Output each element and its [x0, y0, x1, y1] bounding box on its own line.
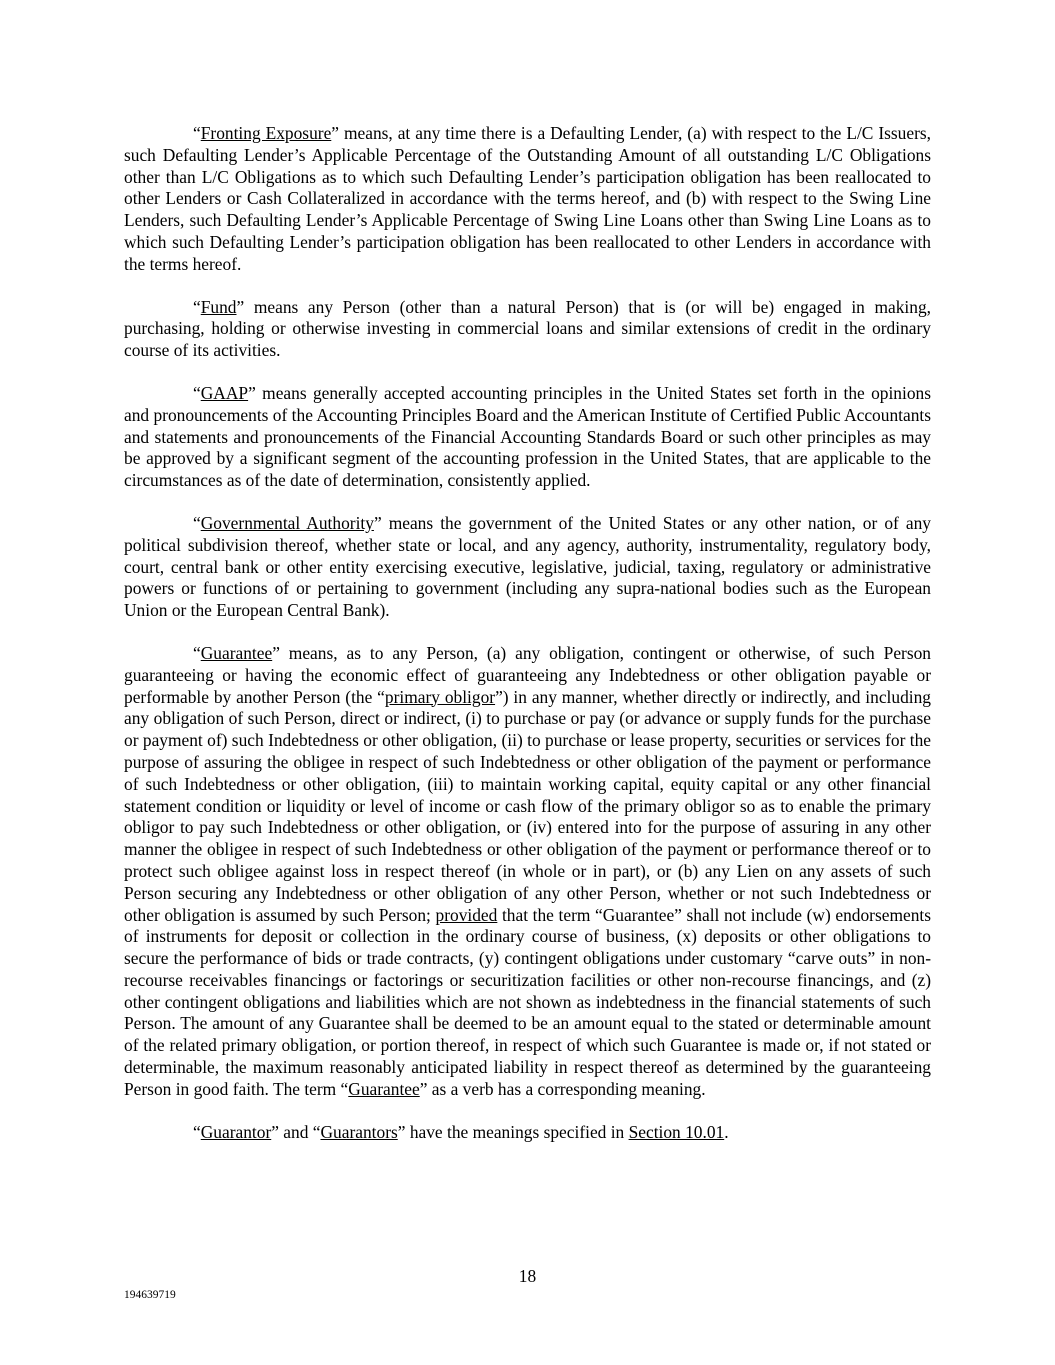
defined-term: Governmental Authority	[200, 512, 374, 533]
provided-term: provided	[435, 904, 498, 925]
section-reference-link[interactable]: Section 10.01	[628, 1121, 725, 1142]
definition-governmental-authority	[124, 513, 931, 622]
definition-fund	[124, 297, 931, 362]
defined-term: Fronting Exposure	[200, 123, 332, 143]
text-segment: ” and “	[271, 1121, 321, 1142]
defined-term-primary-obligor: primary obligor	[384, 686, 496, 707]
text-segment: “	[193, 1121, 201, 1142]
text-segment: “	[193, 296, 201, 317]
text-segment: ” as a verb has a corresponding meaning.	[419, 1078, 706, 1099]
text-segment: ” means the government of the United States or any other nation, or of any political subdivision thereof, whether state or local, and any agency, authority, instrumentality, regulatory body, court, central bank or other entity exercising executive, legislative, judicial, taxing, regulatory or administrative powers or functions of or pertaining to government (including any supra-national bodies such as the European Union or the European Central Bank).	[124, 512, 931, 621]
defined-term: Guarantee	[200, 642, 273, 663]
defined-term: Guarantor	[200, 1121, 272, 1142]
definition-fronting-exposure	[124, 123, 931, 276]
definition-gaap	[124, 383, 931, 492]
text-segment: “	[193, 642, 201, 663]
page-number: 18	[518, 1266, 537, 1286]
text-segment: ” have the meanings specified in	[397, 1121, 629, 1142]
document-id: 194639719	[124, 1289, 176, 1301]
text-segment: “	[193, 382, 201, 403]
defined-term: Guarantors	[320, 1121, 398, 1142]
text-segment: ” means generally accepted accounting principles in the United States set forth in the opinions and pronouncements of the Accounting Principles Board and the American Institute of Certified Public Accountants and statements and pronouncements of the Financial Accounting Standards Board or such other principles as may be approved by a significant segment of the accounting profession in the United States, that are applicable to the circumstances as of the date of determination, consistently applied.	[124, 382, 931, 491]
text-segment: .	[724, 1121, 729, 1142]
definition-guarantor	[124, 1122, 931, 1144]
text-segment: ” means, as to any Person, (a) any obligation, contingent or otherwise, of such Person guaranteeing or having the economic effect of guaranteeing any Indebtedness or other obligation payable or performable by another Person (the “	[124, 642, 931, 707]
text-segment: “	[193, 512, 201, 533]
definition-guarantee	[124, 643, 931, 1101]
defined-term: Guarantee	[348, 1078, 420, 1099]
text-segment: ”) in any manner, whether directly or indirectly, and including any obligation of such Person, direct or indirect, (i) to purchase or pay (or advance or supply funds for the purchase or payment of) such Indebtedness or other obligation, (ii) to purchase or lease property, securities or services for the purpose of assuring the obligee in respect of such Indebtedness or other obligation of the payment or performance of such Indebtedness or other obligation, (iii) to maintain working capital, equity capital or any other financial statement condition or liquidity or level of income or cash flow of the primary obligor so as to enable the primary obligor to pay such Indebtedness or other obligation, or (iv) entered into for the purpose of assuring in any other manner the obligee in respect of such Indebtedness or other obligation of the payment or performance thereof or to protect such obligee against loss in respect thereof (in whole or in part), or (b) any Lien on any assets of such Person securing any Indebtedness or other obligation of any other Person, whether or not such Indebtedness or other obligation is assumed by such Person;	[124, 686, 931, 925]
defined-term: Fund	[200, 296, 237, 317]
text-segment: “	[193, 123, 201, 143]
text-segment: ” means, at any time there is a Defaulting Lender, (a) with respect to the L/C Issuers, such Defaulting Lender’s Applicable Percentage of the Outstanding Amount of all outstanding L/C Obligations other than L/C Obligations as to which such Defaulting Lender’s participation obligation has been reallocated to other Lenders or Cash Collateralized in accordance with the terms hereof, and (b) with respect to the Swing Line Lenders, such Defaulting Lender’s Applicable Percentage of Swing Line Loans other than Swing Line Loans as to which such Defaulting Lender’s participation obligation has been reallocated to other Lenders in accordance with the terms hereof.	[124, 123, 932, 274]
text-segment: that the term “Guarantee” shall not include (w) endorsements of instruments for deposit or collection in the ordinary course of business, (x) deposits or other obligations to secure the performance of bids or trade contracts, (y) contingent obligations under customary “carve outs” in non-recourse receivables financings or factorings or securitization facilities or other non-recourse financings, and (z) other contingent obligations and liabilities which are not shown as indebtedness in the financial statements of such Person. The amount of any Guarantee shall be deemed to be an amount equal to the stated or determinable amount of the related primary obligation, or portion thereof, in respect of which such Guarantee is made or, if not stated or determinable, the maximum reasonably anticipated liability in respect thereof as determined by the guaranteeing Person in good faith. The term “	[124, 904, 931, 1099]
document-body	[124, 123, 931, 1164]
text-segment: ” means any Person (other than a natural Person) that is (or will be) engaged in making, purchasing, holding or otherwise investing in commercial loans and similar extensions of credit in the ordinary course of its activities.	[124, 296, 931, 361]
defined-term: GAAP	[200, 382, 249, 403]
